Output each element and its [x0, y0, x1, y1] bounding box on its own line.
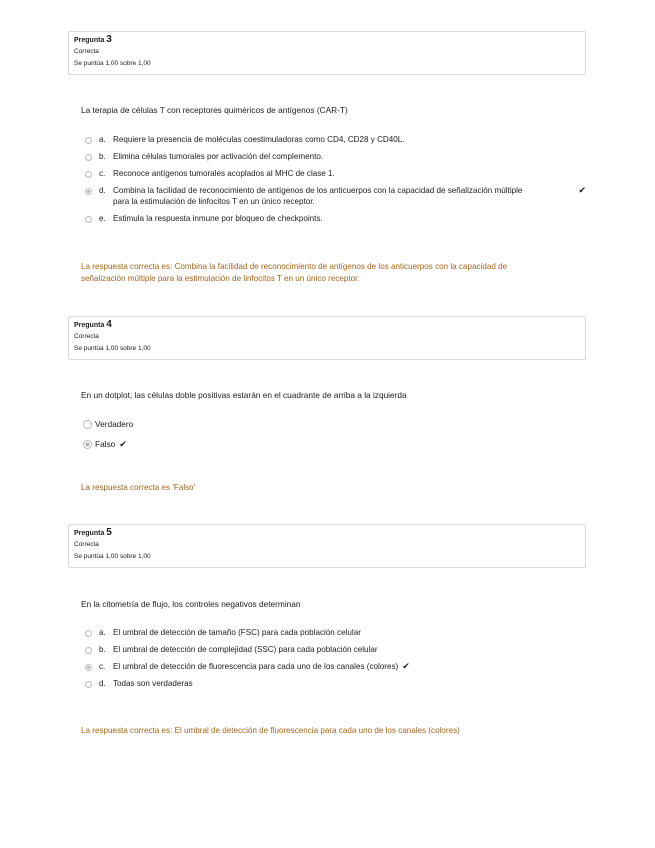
answer-list [83, 419, 578, 459]
question-state: Correcta [74, 333, 99, 340]
correct-check-icon: ✔ [119, 439, 127, 449]
answer-option-a[interactable]: a. El umbral de detección de tamaño (FSC) para cada población celular [85, 627, 580, 638]
answer-list [85, 627, 580, 695]
radio-button[interactable] [85, 171, 92, 178]
question-state: Correcta [74, 48, 99, 55]
question-number: Pregunta 4 [74, 319, 112, 330]
radio-button[interactable] [85, 630, 92, 637]
question-grade: Se puntúa 1,00 sobre 1,00 [74, 553, 151, 560]
radio-button-selected[interactable] [85, 664, 92, 671]
correct-check-icon: ✔ [578, 185, 586, 195]
answer-option-c[interactable]: c. El umbral de detección de fluorescencia para cada uno de los canales (colores) ✔ [85, 661, 580, 672]
question-text: La terapia de células T con receptores quiméricos de antígenos (CAR-T) [81, 105, 348, 115]
question-number: Pregunta 3 [74, 34, 112, 45]
correct-check-icon: ✔ [402, 661, 410, 671]
answer-list [85, 134, 586, 230]
radio-button-selected[interactable] [85, 188, 92, 195]
question-info-box [68, 524, 586, 568]
radio-button[interactable] [85, 647, 92, 654]
answer-option-b[interactable]: b. El umbral de detección de complejidad (SSC) para cada población celular [85, 644, 580, 655]
answer-option-b[interactable]: b. Elimina células tumorales por activación del complemento. [85, 151, 580, 162]
correct-answer-feedback: La respuesta correcta es: El umbral de detección de fluorescencia para cada uno de los canales (colores) [81, 726, 460, 735]
answer-option-true[interactable]: Verdadero [83, 419, 578, 430]
radio-button[interactable] [85, 137, 92, 144]
question-info-box [68, 316, 586, 360]
question-grade: Se puntúa 1,00 sobre 1,00 [74, 345, 151, 352]
answer-option-e[interactable]: e. Estimula la respuesta inmune por bloqueo de checkpoints. [85, 213, 580, 224]
answer-option-false[interactable]: Falso ✔ [83, 439, 578, 450]
correct-answer-feedback: La respuesta correcta es 'Falso' [81, 483, 196, 492]
question-state: Correcta [74, 541, 99, 548]
radio-button[interactable] [85, 216, 92, 223]
answer-option-d[interactable]: d. Combina la facilidad de reconocimiento de antígenos de los anticuerpos con la capacidad de señalización múltiple para la estimulación de linfocitos T en un único receptor. ✔ [85, 185, 580, 207]
question-info-box [68, 31, 586, 75]
question-number: Pregunta 5 [74, 527, 112, 538]
question-text: En un dotplot, las células doble positivas estarán en el cuadrante de arriba a la izquierda [81, 390, 407, 400]
question-grade: Se puntúa 1,00 sobre 1,00 [74, 60, 151, 67]
correct-answer-feedback: La respuesta correcta es: Combina la facilidad de reconocimiento de antígenos de los anticuerpos con la capacidad de señalización múltiple para la estimulación de linfocitos T en un único receptor. [81, 262, 508, 283]
answer-option-a[interactable]: a. Requiere la presencia de moléculas coestimuladoras como CD4, CD28 y CD40L. [85, 134, 580, 145]
radio-button[interactable] [85, 681, 92, 688]
radio-button[interactable] [83, 420, 92, 429]
question-text: En la citometría de flujo, los controles negativos determinan [81, 599, 301, 609]
answer-option-c[interactable]: c. Reconoce antígenos tumorales acoplados al MHC de clase 1. [85, 168, 580, 179]
radio-button[interactable] [85, 154, 92, 161]
answer-option-d[interactable]: d. Todas son verdaderas [85, 678, 580, 689]
radio-button-selected[interactable] [83, 440, 92, 449]
